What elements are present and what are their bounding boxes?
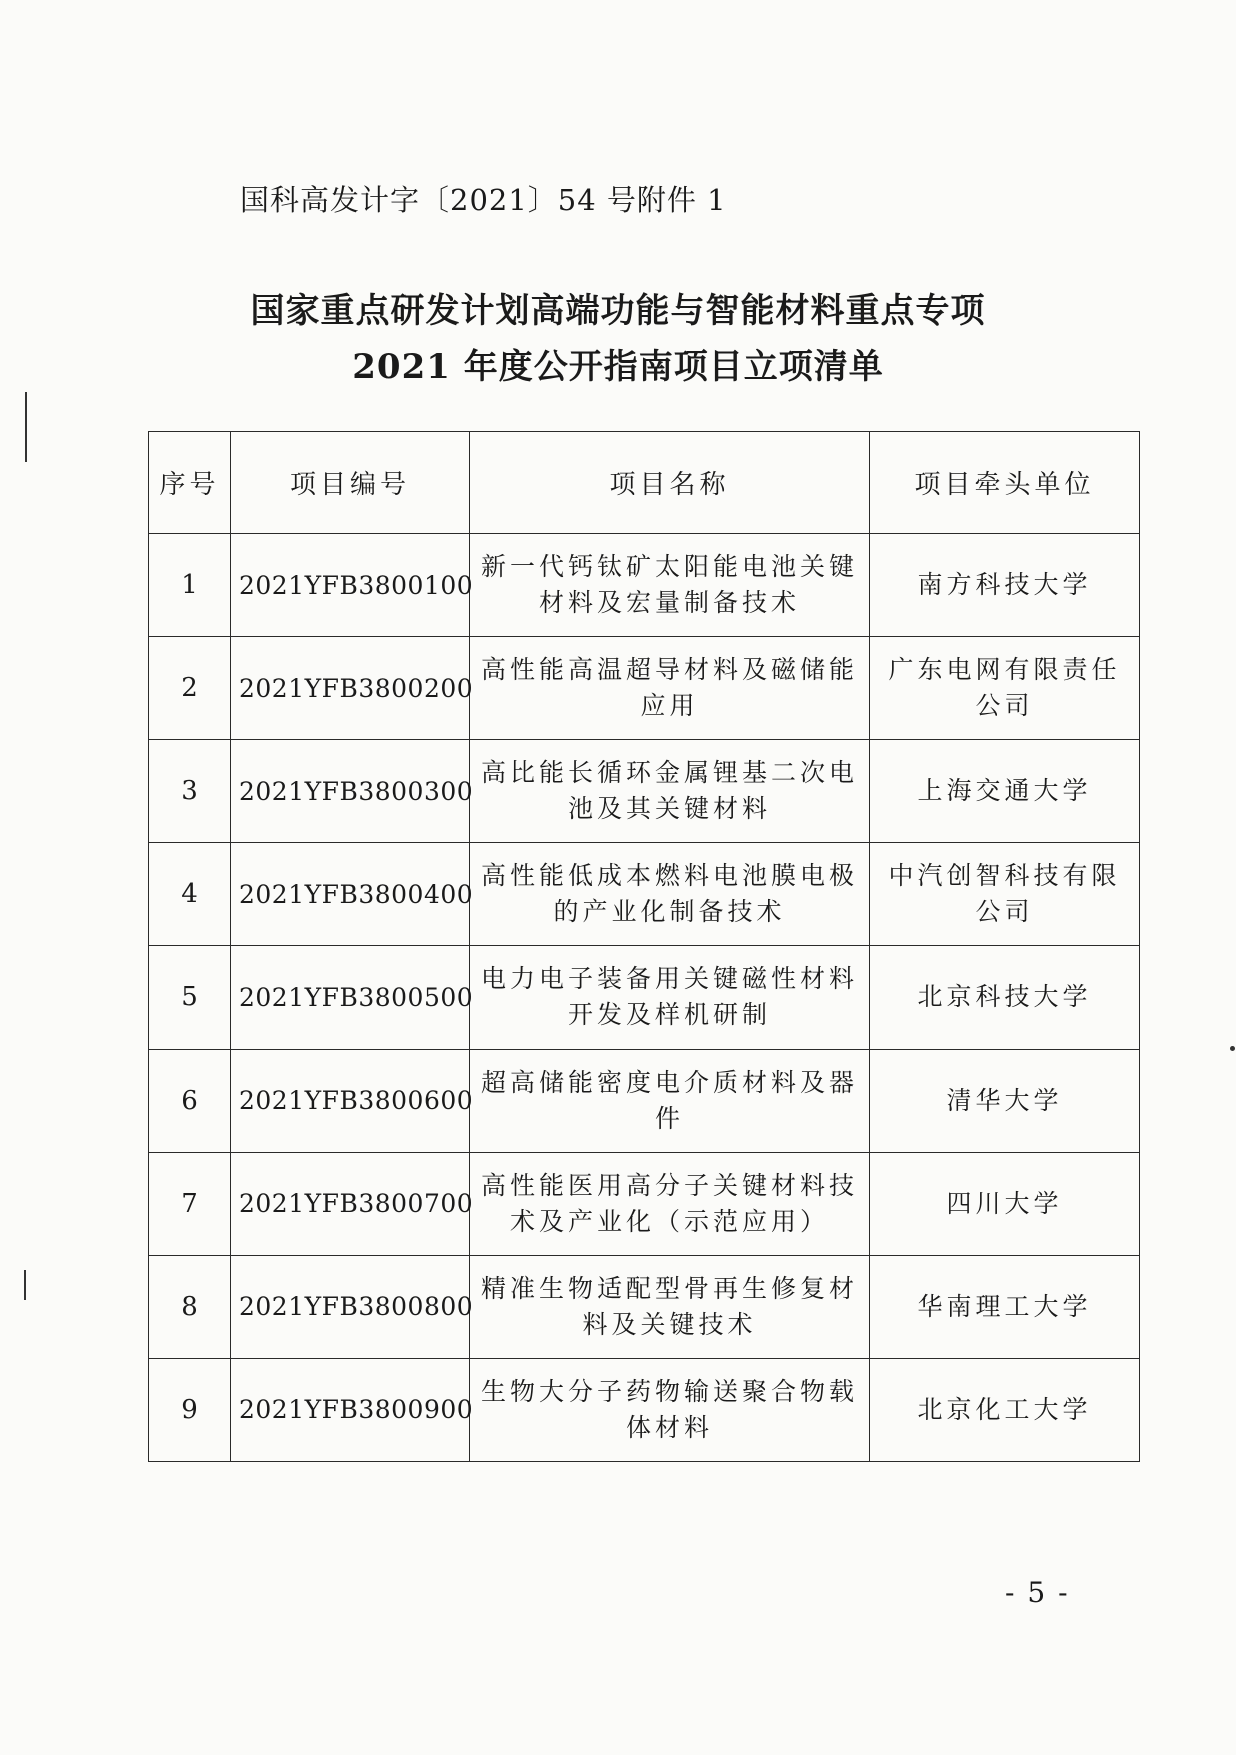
row-code: 2021YFB3800800 xyxy=(231,1255,470,1358)
row-code: 2021YFB3800400 xyxy=(231,843,470,946)
row-seq: 1 xyxy=(149,534,231,637)
table-row xyxy=(149,1255,1140,1358)
table-header-row xyxy=(149,432,1140,534)
row-name: 高比能长循环金属锂基二次电池及其关键材料 xyxy=(470,740,870,843)
row-code: 2021YFB3800200 xyxy=(231,637,470,740)
table-row xyxy=(149,637,1140,740)
row-seq: 2 xyxy=(149,637,231,740)
document-title-line1: 国家重点研发计划高端功能与智能材料重点专项 xyxy=(250,291,986,331)
row-seq: 5 xyxy=(149,946,231,1049)
header-seq: 序号 xyxy=(149,432,231,534)
row-seq: 8 xyxy=(149,1255,231,1358)
row-code: 2021YFB3800600 xyxy=(231,1049,470,1152)
row-unit: 北京科技大学 xyxy=(870,946,1140,1049)
header-code: 项目编号 xyxy=(231,432,470,534)
row-seq: 3 xyxy=(149,740,231,843)
scan-mark xyxy=(24,1270,26,1300)
table-row xyxy=(149,1049,1140,1152)
row-name: 超高储能密度电介质材料及器件 xyxy=(470,1049,870,1152)
row-unit: 华南理工大学 xyxy=(870,1255,1140,1358)
row-seq: 6 xyxy=(149,1049,231,1152)
row-code: 2021YFB3800500 xyxy=(231,946,470,1049)
table-row xyxy=(149,740,1140,843)
table-row xyxy=(149,843,1140,946)
row-seq: 9 xyxy=(149,1358,231,1461)
row-unit: 南方科技大学 xyxy=(870,534,1140,637)
header-unit: 项目牵头单位 xyxy=(870,432,1140,534)
row-seq: 7 xyxy=(149,1152,231,1255)
row-code: 2021YFB3800300 xyxy=(231,740,470,843)
document-reference: 国科高发计字〔2021〕54 号附件 1 xyxy=(240,183,727,217)
table-row xyxy=(149,1152,1140,1255)
row-unit: 北京化工大学 xyxy=(870,1358,1140,1461)
row-code: 2021YFB3800100 xyxy=(231,534,470,637)
row-name: 精准生物适配型骨再生修复材料及关键技术 xyxy=(470,1255,870,1358)
project-table xyxy=(148,431,1140,1462)
row-unit: 清华大学 xyxy=(870,1049,1140,1152)
page-number: - 5 - xyxy=(1005,1576,1070,1609)
row-unit: 四川大学 xyxy=(870,1152,1140,1255)
row-name: 生物大分子药物输送聚合物载体材料 xyxy=(470,1358,870,1461)
scan-dot xyxy=(1230,1046,1235,1051)
row-name: 高性能高温超导材料及磁储能应用 xyxy=(470,637,870,740)
table-row xyxy=(149,534,1140,637)
table-row xyxy=(149,1358,1140,1461)
scan-mark xyxy=(25,392,27,462)
row-unit: 中汽创智科技有限公司 xyxy=(870,843,1140,946)
row-unit: 上海交通大学 xyxy=(870,740,1140,843)
header-name: 项目名称 xyxy=(470,432,870,534)
row-name: 高性能医用高分子关键材料技术及产业化（示范应用） xyxy=(470,1152,870,1255)
row-name: 新一代钙钛矿太阳能电池关键材料及宏量制备技术 xyxy=(470,534,870,637)
row-unit: 广东电网有限责任公司 xyxy=(870,637,1140,740)
row-name: 高性能低成本燃料电池膜电极的产业化制备技术 xyxy=(470,843,870,946)
table-row xyxy=(149,946,1140,1049)
row-name: 电力电子装备用关键磁性材料开发及样机研制 xyxy=(470,946,870,1049)
row-code: 2021YFB3800900 xyxy=(231,1358,470,1461)
row-code: 2021YFB3800700 xyxy=(231,1152,470,1255)
row-seq: 4 xyxy=(149,843,231,946)
document-title-line2: 2021 年度公开指南项目立项清单 xyxy=(352,347,884,387)
